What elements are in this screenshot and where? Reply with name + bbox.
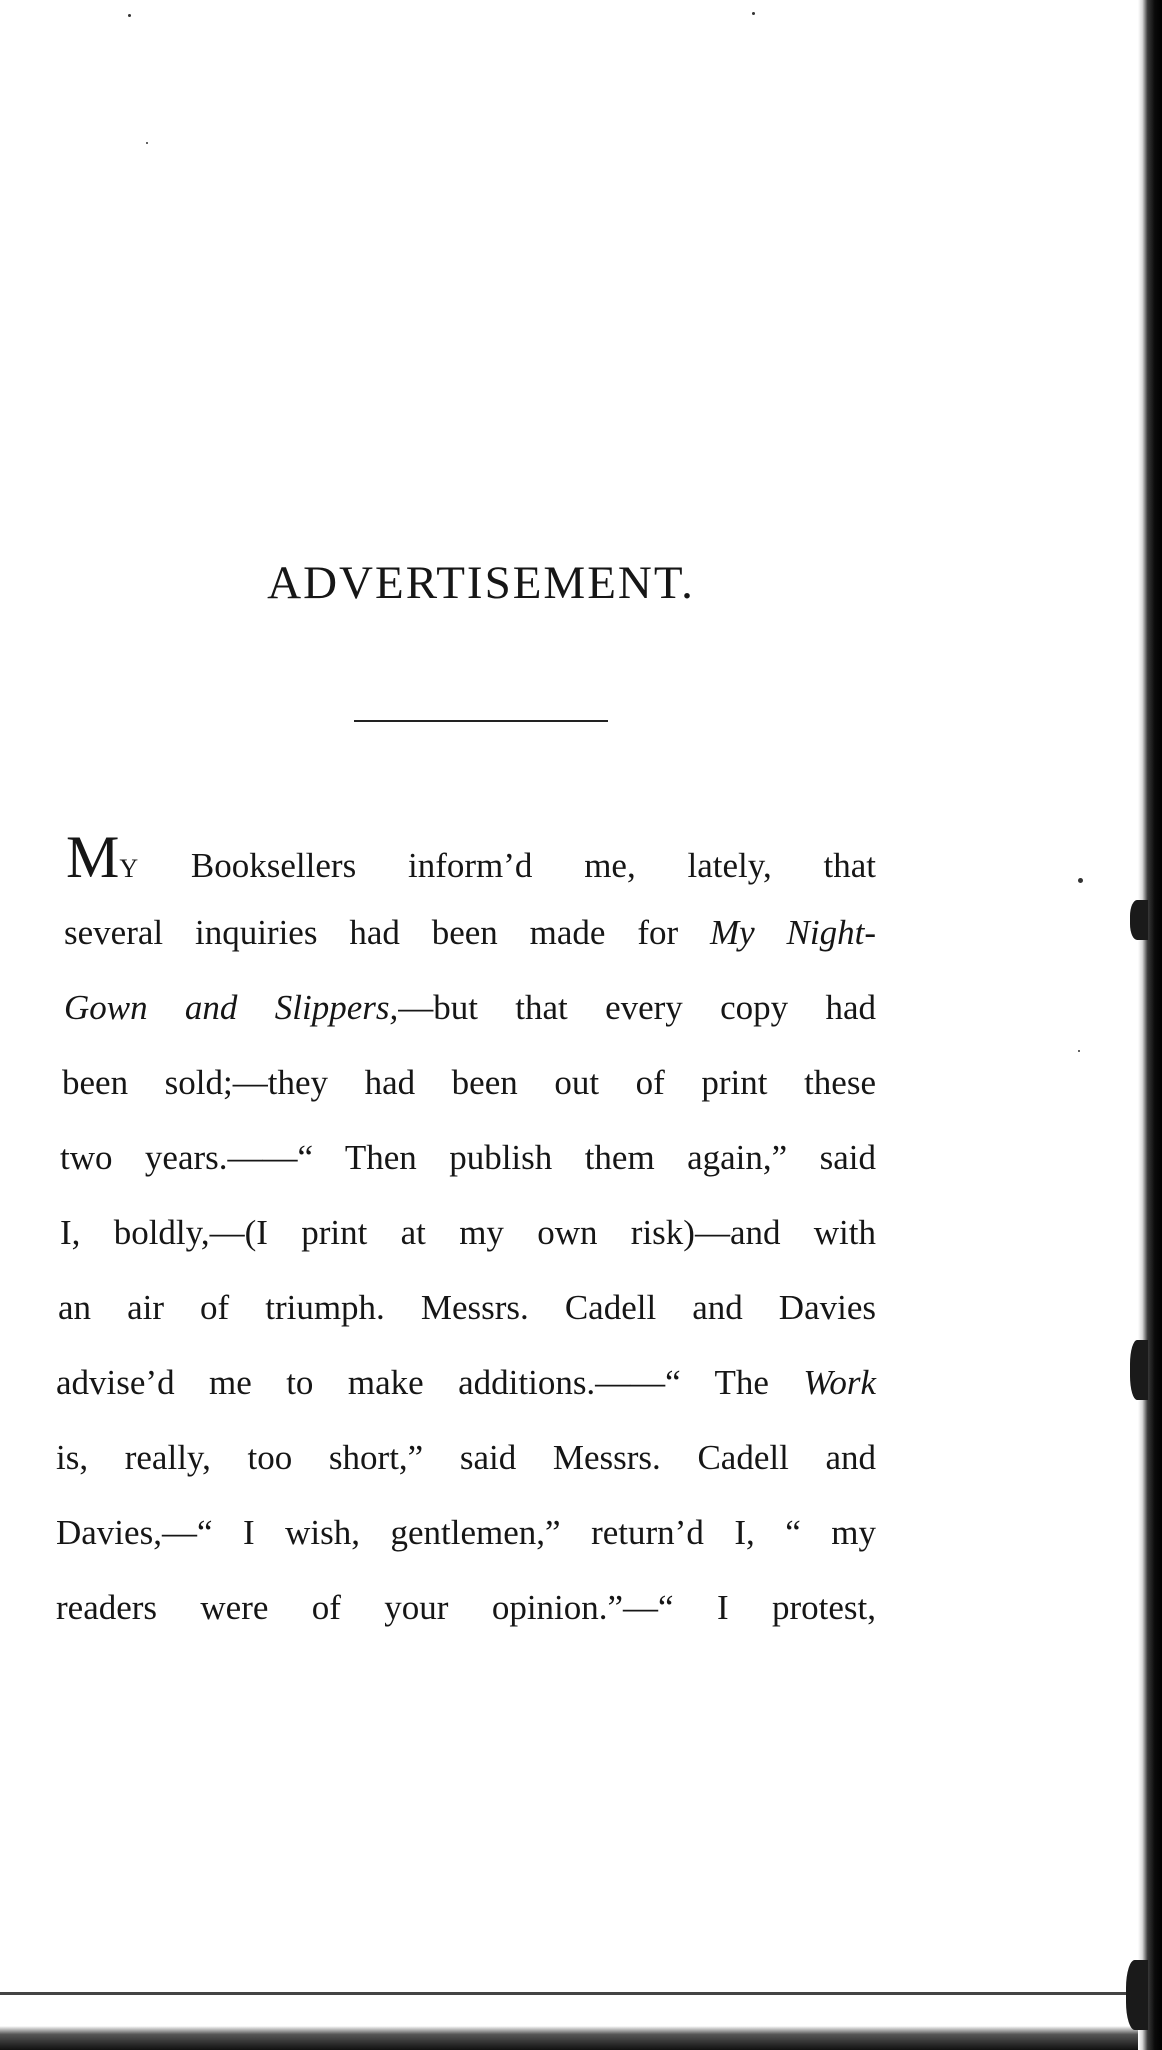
- ink-speck: [1078, 878, 1083, 883]
- ink-speck: [752, 12, 755, 15]
- title-divider: [354, 720, 608, 722]
- italic-word: Work: [803, 1363, 876, 1402]
- text-line: been sold;—they had been out of print these: [62, 1063, 876, 1102]
- text-line: Davies,—“ I wish, gentlemen,” return’d I, “ my: [56, 1513, 876, 1552]
- page-shadow-bottom: [0, 2026, 1162, 2050]
- text-line: advise’d me to make additions.——“ The Work: [56, 1363, 876, 1402]
- drop-cap: M: [66, 824, 120, 890]
- advertisement-paragraph: [56, 820, 876, 1645]
- text-line: is, really, too short,” said Messrs. Cadell and: [56, 1438, 876, 1477]
- small-cap: Y: [119, 854, 140, 883]
- text-line: I, boldly,—(I print at my own risk)—and with: [60, 1213, 876, 1252]
- page-shadow-right: [1138, 0, 1162, 2050]
- ink-speck: [1078, 1050, 1080, 1052]
- ink-speck: [128, 14, 131, 17]
- text-line: Gown and Slippers,—but that every copy had: [64, 988, 876, 1027]
- italic-title: Gown and Slippers,: [64, 988, 399, 1027]
- text-line: an air of triumph. Messrs. Cadell and Davies: [58, 1288, 876, 1327]
- text-line: two years.——“ Then publish them again,” said: [60, 1138, 876, 1177]
- page-edge-notch: [1130, 900, 1148, 940]
- italic-title: My Night-: [710, 913, 877, 952]
- page-edge-notch: [1126, 1960, 1148, 2030]
- page-title: ADVERTISEMENT.: [267, 557, 695, 609]
- page-edge-notch: [1130, 1340, 1148, 1400]
- page-bottom-edge: [0, 1992, 1140, 1995]
- ink-speck: [146, 142, 148, 144]
- text-line: MY Booksellers inform’d me, lately, that: [66, 824, 876, 890]
- text-line: readers were of your opinion.”—“ I protest,: [56, 1588, 876, 1627]
- text-line: several inquiries had been made for My Night-: [64, 913, 877, 952]
